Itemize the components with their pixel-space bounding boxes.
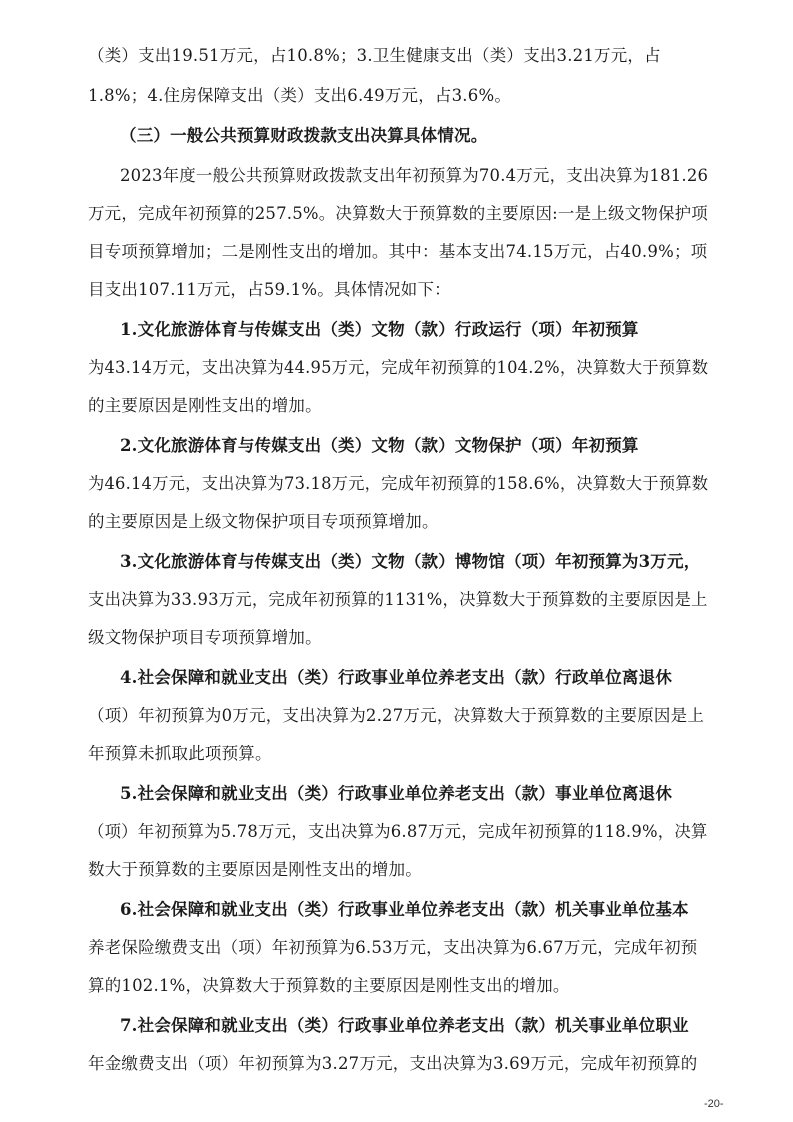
paragraph-line: 万元，完成年初预算的257.5%。决算数大于预算数的主要原因:一是上级文物保护项 [88,204,708,223]
paragraph-line: 支出决算为33.93万元，完成年初预算的1131%，决算数大于预算数的主要原因是上 [88,590,708,609]
paragraph-line: 养老保险缴费支出（项）年初预算为6.53万元，支出决算为6.67万元，完成年初预 [88,938,698,957]
item-heading: 2.文化旅游体育与传媒支出（类）文物（款）文物保护（项）年初预算 [120,436,639,455]
paragraph-line: （类）支出19.51万元，占10.8%；3.卫生健康支出（类）支出3.21万元，占 [88,46,661,65]
paragraph-line: 目专项预算增加；二是刚性支出的增加。其中：基本支出74.15万元，占40.9%；项 [88,242,708,261]
paragraph-line: 目支出107.11万元，占59.1%。具体情况如下： [88,280,451,299]
paragraph-line: （项）年初预算为5.78万元，支出决算为6.87万元，完成年初预算的118.9%，决算 [88,822,708,841]
item-heading: 7.社会保障和就业支出（类）行政事业单位养老支出（款）机关事业单位职业 [120,1016,689,1035]
paragraph-line: 的主要原因是上级文物保护项目专项预算增加。 [88,512,439,531]
item-heading: 5.社会保障和就业支出（类）行政事业单位养老支出（款）事业单位离退休 [120,784,673,803]
item-heading: 6.社会保障和就业支出（类）行政事业单位养老支出（款）机关事业单位基本 [120,900,689,919]
page-number: -20- [704,1098,724,1110]
paragraph-line: 为46.14万元，支出决算为73.18万元，完成年初预算的158.6%，决算数大于预算数 [88,474,709,493]
section-heading: （三）一般公共预算财政拨款支出决算具体情况。 [120,126,488,145]
paragraph-line: 年金缴费支出（项）年初预算为3.27万元，支出决算为3.69万元，完成年初预算的 [88,1054,698,1073]
paragraph-line: （项）年初预算为0万元，支出决算为2.27万元，决算数大于预算数的主要原因是上 [88,706,705,725]
item-heading: 4.社会保障和就业支出（类）行政事业单位养老支出（款）行政单位离退休 [120,668,673,687]
paragraph-line: 的主要原因是刚性支出的增加。 [88,396,322,415]
paragraph-line: 级文物保护项目专项预算增加。 [88,628,322,647]
paragraph-line: 为43.14万元，支出决算为44.95万元，完成年初预算的104.2%，决算数大于预算数 [88,358,709,377]
paragraph-line: 1.8%；4.住房保障支出（类）支出6.49万元，占3.6%。 [88,86,512,105]
paragraph-line: 年预算未抓取此项预算。 [88,744,272,763]
item-heading: 1.文化旅游体育与传媒支出（类）文物（款）行政运行（项）年初预算 [120,320,639,339]
paragraph-line: 数大于预算数的主要原因是刚性支出的增加。 [88,860,422,879]
paragraph-line: 算的102.1%，决算数大于预算数的主要原因是刚性支出的增加。 [88,976,570,995]
paragraph-line: 2023年度一般公共预算财政拨款支出年初预算为70.4万元，支出决算为181.26 [120,166,709,185]
item-heading: 3.文化旅游体育与传媒支出（类）文物（款）博物馆（项）年初预算为3万元， [120,552,701,571]
